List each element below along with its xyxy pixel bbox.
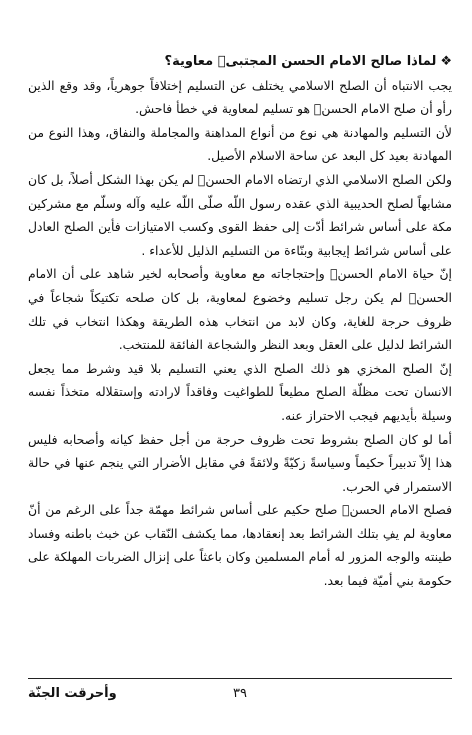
bullet-icon: ❖ xyxy=(440,54,452,69)
paragraph: لأن التسليم والمهادنة هي نوع من أنواع المداهنة والمجاملة والنفاق، وهذا النوع من المهادنة بعيد كل البعد عن ساحة الاسلام الأصيل. xyxy=(28,124,452,164)
paragraph: إنّ الصلح المخزي هو ذلك الصلح الذي يعني التسليم بلا قيد وشرط مما يجعل الانسان تحت مظلّة الصلح مطيعاً للطواغيت وفاقداً لارادته وإستقلاله متخذاً نفسه وسيلة بأيديهم فيجب الاحتراز عنه. xyxy=(28,360,452,423)
paragraph: إنّ حياة الامام الحسنؑ وإحتجاجاته مع معاوية وأصحابه لخير شاهد على أن الامام الحسنؑ لم يكن رجل تسليم وخضوع لمعاوية، بل كان صلحه تكتيكاً شجاعاً في ظروف حرجة للغاية، وكان لابد من انتخاب هذه الطريقة وهكذا انتخاب في تلك الشرائط لدليل على العقل وبعد النظر والشجاعة الفائقة للمنتخب. xyxy=(28,266,452,353)
book-title: وأحرقت الجنّة xyxy=(28,686,117,701)
section-heading-text: لماذا صالح الامام الحسن المجتبىؑ معاوية؟ xyxy=(164,54,437,69)
paragraph: فصلح الامام الحسنؑ صلح حكيم على أساس شرائط مهمّة جداً على الرغم من أنّ معاوية لم يفِ بتلك الشرائط بعد إنعقادها، مما يكشف النّقاب عن خبث باطنه وفساد طينته والوجه المزور له أمام المسلمين وكان باعثاً على إنزال الضربات المهلكة على حكومة بني أميّة فيما بعد. xyxy=(28,502,452,589)
section-heading xyxy=(28,50,452,74)
footer-divider xyxy=(28,678,452,679)
paragraph: أما لو كان الصلح بشروط تحت ظروف حرجة من أجل حفظ كيانه وأصحابه فليس هذا إلاّ تدبيراً حكيماً وسياسةً زكيّةً ولائقةً في مقابل الأضرار التي ينجم عنها في حالة الاستمرار في الحرب. xyxy=(28,431,452,494)
page-number: ٣٩ xyxy=(233,686,247,701)
page-footer xyxy=(28,686,452,710)
paragraph: يجب الانتباه أن الصلح الاسلامي يختلف عن التسليم إختلافاً جوهرياً، وقد وقع الذين رأو أن صلح الامام الحسنؑ هو تسليم لمعاوية في خطأ فاحش. xyxy=(28,77,452,117)
page-body xyxy=(28,50,452,620)
paragraph: ولكن الصلح الاسلامي الذي ارتضاه الامام الحسنؑ لم يكن بهذا الشكل أصلاً، بل كان مشابهاً لصلح الحديبية الذي عقده رسول اللّه صلّى اللّه عليه وآله وسلّم مع مشركين مكة على أساس شرائط أدّت إلى حفظ القوى وكسب الامتيازات فأين الصلح العادل على أساس شرائط إيجابية وبنّاءة من التسليم الذليل للأعداء . xyxy=(28,171,452,258)
